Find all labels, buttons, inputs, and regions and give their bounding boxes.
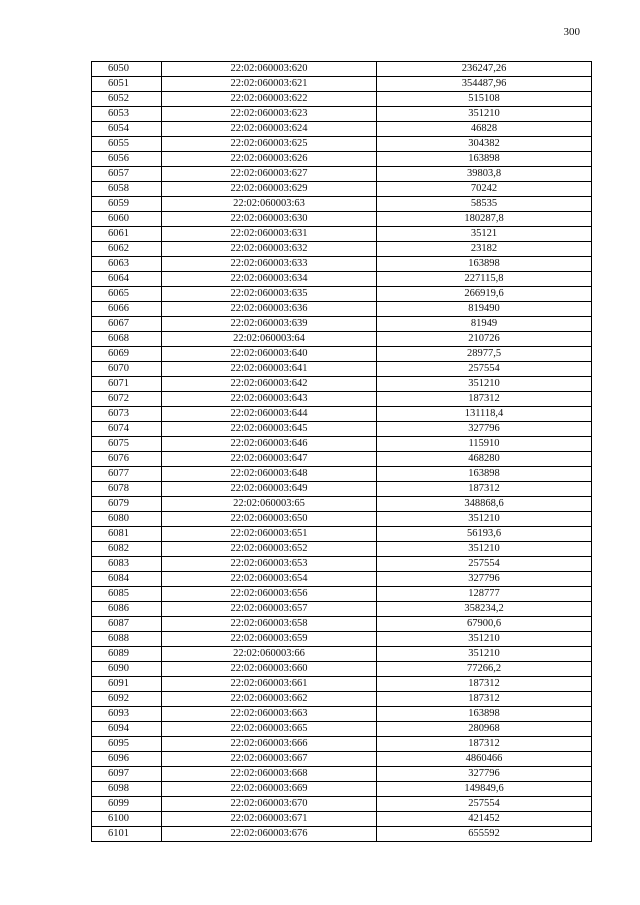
table-row [92,542,592,557]
table-row [92,437,592,452]
row-number-cell: 6079 [92,497,162,512]
cadastral-number-cell: 22:02:060003:625 [162,137,377,152]
table-row [92,197,592,212]
table-row [92,452,592,467]
value-cell: 468280 [377,452,592,467]
cadastral-number-cell: 22:02:060003:667 [162,752,377,767]
cadastral-number-cell: 22:02:060003:641 [162,362,377,377]
table-row [92,707,592,722]
table-row [92,587,592,602]
value-cell: 351210 [377,107,592,122]
cadastral-number-cell: 22:02:060003:650 [162,512,377,527]
cadastral-number-cell: 22:02:060003:657 [162,602,377,617]
table-row [92,227,592,242]
cadastral-number-cell: 22:02:060003:653 [162,557,377,572]
row-number-cell: 6076 [92,452,162,467]
page-number: 300 [563,26,580,38]
value-cell: 210726 [377,332,592,347]
value-cell: 327796 [377,767,592,782]
cadastral-number-cell: 22:02:060003:652 [162,542,377,557]
cadastral-number-cell: 22:02:060003:648 [162,467,377,482]
value-cell: 257554 [377,797,592,812]
cadastral-number-cell: 22:02:060003:644 [162,407,377,422]
table-row [92,332,592,347]
table-row [92,752,592,767]
row-number-cell: 6084 [92,572,162,587]
cadastral-number-cell: 22:02:060003:654 [162,572,377,587]
table-row [92,287,592,302]
cadastral-number-cell: 22:02:060003:658 [162,617,377,632]
row-number-cell: 6056 [92,152,162,167]
row-number-cell: 6098 [92,782,162,797]
table-row [92,242,592,257]
row-number-cell: 6070 [92,362,162,377]
cadastral-number-cell: 22:02:060003:634 [162,272,377,287]
row-number-cell: 6069 [92,347,162,362]
cadastral-number-cell: 22:02:060003:665 [162,722,377,737]
value-cell: 46828 [377,122,592,137]
value-cell: 4860466 [377,752,592,767]
table-row [92,212,592,227]
row-number-cell: 6099 [92,797,162,812]
value-cell: 819490 [377,302,592,317]
cadastral-number-cell: 22:02:060003:662 [162,692,377,707]
cadastral-number-cell: 22:02:060003:63 [162,197,377,212]
table-row [92,392,592,407]
row-number-cell: 6087 [92,617,162,632]
row-number-cell: 6097 [92,767,162,782]
cadastral-number-cell: 22:02:060003:630 [162,212,377,227]
table-row [92,497,592,512]
row-number-cell: 6052 [92,92,162,107]
row-number-cell: 6096 [92,752,162,767]
table-row [92,347,592,362]
row-number-cell: 6094 [92,722,162,737]
value-cell: 187312 [377,737,592,752]
value-cell: 115910 [377,437,592,452]
table-row [92,797,592,812]
cadastral-number-cell: 22:02:060003:635 [162,287,377,302]
row-number-cell: 6057 [92,167,162,182]
table-row [92,152,592,167]
table-row [92,422,592,437]
table-row [92,62,592,77]
value-cell: 351210 [377,542,592,557]
cadastral-number-cell: 22:02:060003:660 [162,662,377,677]
table-row [92,137,592,152]
value-cell: 163898 [377,257,592,272]
row-number-cell: 6053 [92,107,162,122]
value-cell: 351210 [377,377,592,392]
row-number-cell: 6050 [92,62,162,77]
value-cell: 28977,5 [377,347,592,362]
cadastral-number-cell: 22:02:060003:646 [162,437,377,452]
row-number-cell: 6082 [92,542,162,557]
row-number-cell: 6085 [92,587,162,602]
table-row [92,737,592,752]
table-row [92,377,592,392]
value-cell: 515108 [377,92,592,107]
cadastral-number-cell: 22:02:060003:668 [162,767,377,782]
row-number-cell: 6088 [92,632,162,647]
row-number-cell: 6073 [92,407,162,422]
value-cell: 351210 [377,512,592,527]
cadastral-number-cell: 22:02:060003:640 [162,347,377,362]
value-cell: 67900,6 [377,617,592,632]
row-number-cell: 6095 [92,737,162,752]
value-cell: 180287,8 [377,212,592,227]
cadastral-number-cell: 22:02:060003:636 [162,302,377,317]
row-number-cell: 6092 [92,692,162,707]
value-cell: 236247,26 [377,62,592,77]
table-row [92,692,592,707]
table-row [92,257,592,272]
value-cell: 421452 [377,812,592,827]
cadastral-number-cell: 22:02:060003:66 [162,647,377,662]
table-row [92,512,592,527]
value-cell: 56193,6 [377,527,592,542]
table-row [92,272,592,287]
row-number-cell: 6086 [92,602,162,617]
row-number-cell: 6065 [92,287,162,302]
table-row [92,767,592,782]
row-number-cell: 6051 [92,77,162,92]
cadastral-number-cell: 22:02:060003:670 [162,797,377,812]
table-row [92,722,592,737]
cadastral-number-cell: 22:02:060003:631 [162,227,377,242]
cadastral-number-cell: 22:02:060003:643 [162,392,377,407]
cadastral-number-cell: 22:02:060003:642 [162,377,377,392]
value-cell: 351210 [377,632,592,647]
cadastral-number-cell: 22:02:060003:676 [162,827,377,842]
cadastral-number-cell: 22:02:060003:65 [162,497,377,512]
row-number-cell: 6078 [92,482,162,497]
table-row [92,107,592,122]
row-number-cell: 6077 [92,467,162,482]
row-number-cell: 6080 [92,512,162,527]
table-row [92,572,592,587]
cadastral-number-cell: 22:02:060003:621 [162,77,377,92]
row-number-cell: 6083 [92,557,162,572]
value-cell: 39803,8 [377,167,592,182]
value-cell: 58535 [377,197,592,212]
row-number-cell: 6081 [92,527,162,542]
row-number-cell: 6058 [92,182,162,197]
cadastral-number-cell: 22:02:060003:629 [162,182,377,197]
table-row [92,302,592,317]
value-cell: 354487,96 [377,77,592,92]
cadastral-number-cell: 22:02:060003:651 [162,527,377,542]
cadastral-number-cell: 22:02:060003:647 [162,452,377,467]
row-number-cell: 6075 [92,437,162,452]
table-row [92,662,592,677]
value-cell: 280968 [377,722,592,737]
cadastral-number-cell: 22:02:060003:666 [162,737,377,752]
cadastral-number-cell: 22:02:060003:622 [162,92,377,107]
value-cell: 187312 [377,482,592,497]
cadastral-number-cell: 22:02:060003:627 [162,167,377,182]
cadastral-number-cell: 22:02:060003:661 [162,677,377,692]
row-number-cell: 6091 [92,677,162,692]
value-cell: 257554 [377,362,592,377]
data-table-container [91,61,592,842]
cadastral-number-cell: 22:02:060003:620 [162,62,377,77]
table-row [92,782,592,797]
cadastral-number-cell: 22:02:060003:624 [162,122,377,137]
table-row [92,362,592,377]
cadastral-value-table [91,61,592,842]
row-number-cell: 6063 [92,257,162,272]
table-row [92,812,592,827]
cadastral-number-cell: 22:02:060003:645 [162,422,377,437]
value-cell: 655592 [377,827,592,842]
row-number-cell: 6064 [92,272,162,287]
value-cell: 131118,4 [377,407,592,422]
table-row [92,467,592,482]
cadastral-number-cell: 22:02:060003:639 [162,317,377,332]
row-number-cell: 6100 [92,812,162,827]
table-row [92,122,592,137]
value-cell: 163898 [377,467,592,482]
row-number-cell: 6071 [92,377,162,392]
value-cell: 304382 [377,137,592,152]
value-cell: 35121 [377,227,592,242]
row-number-cell: 6089 [92,647,162,662]
cadastral-number-cell: 22:02:060003:632 [162,242,377,257]
value-cell: 128777 [377,587,592,602]
cadastral-number-cell: 22:02:060003:663 [162,707,377,722]
value-cell: 257554 [377,557,592,572]
value-cell: 327796 [377,572,592,587]
table-row [92,602,592,617]
value-cell: 187312 [377,692,592,707]
value-cell: 351210 [377,647,592,662]
table-row [92,77,592,92]
table-row [92,527,592,542]
table-row [92,92,592,107]
row-number-cell: 6067 [92,317,162,332]
row-number-cell: 6055 [92,137,162,152]
value-cell: 348868,6 [377,497,592,512]
value-cell: 327796 [377,422,592,437]
row-number-cell: 6062 [92,242,162,257]
cadastral-number-cell: 22:02:060003:626 [162,152,377,167]
value-cell: 187312 [377,677,592,692]
row-number-cell: 6072 [92,392,162,407]
value-cell: 77266,2 [377,662,592,677]
value-cell: 70242 [377,182,592,197]
value-cell: 358234,2 [377,602,592,617]
row-number-cell: 6093 [92,707,162,722]
table-row [92,317,592,332]
value-cell: 81949 [377,317,592,332]
cadastral-number-cell: 22:02:060003:64 [162,332,377,347]
row-number-cell: 6068 [92,332,162,347]
table-row [92,617,592,632]
row-number-cell: 6090 [92,662,162,677]
cadastral-number-cell: 22:02:060003:623 [162,107,377,122]
row-number-cell: 6060 [92,212,162,227]
table-row [92,647,592,662]
table-row [92,677,592,692]
cadastral-number-cell: 22:02:060003:659 [162,632,377,647]
table-row [92,557,592,572]
table-row [92,827,592,842]
cadastral-number-cell: 22:02:060003:656 [162,587,377,602]
table-row [92,182,592,197]
value-cell: 23182 [377,242,592,257]
table-row [92,632,592,647]
value-cell: 163898 [377,152,592,167]
table-body [92,62,592,842]
row-number-cell: 6059 [92,197,162,212]
table-row [92,482,592,497]
row-number-cell: 6101 [92,827,162,842]
value-cell: 149849,6 [377,782,592,797]
table-row [92,407,592,422]
value-cell: 163898 [377,707,592,722]
value-cell: 266919,6 [377,287,592,302]
row-number-cell: 6074 [92,422,162,437]
cadastral-number-cell: 22:02:060003:633 [162,257,377,272]
row-number-cell: 6061 [92,227,162,242]
cadastral-number-cell: 22:02:060003:669 [162,782,377,797]
value-cell: 227115,8 [377,272,592,287]
value-cell: 187312 [377,392,592,407]
cadastral-number-cell: 22:02:060003:671 [162,812,377,827]
row-number-cell: 6054 [92,122,162,137]
table-row [92,167,592,182]
cadastral-number-cell: 22:02:060003:649 [162,482,377,497]
row-number-cell: 6066 [92,302,162,317]
